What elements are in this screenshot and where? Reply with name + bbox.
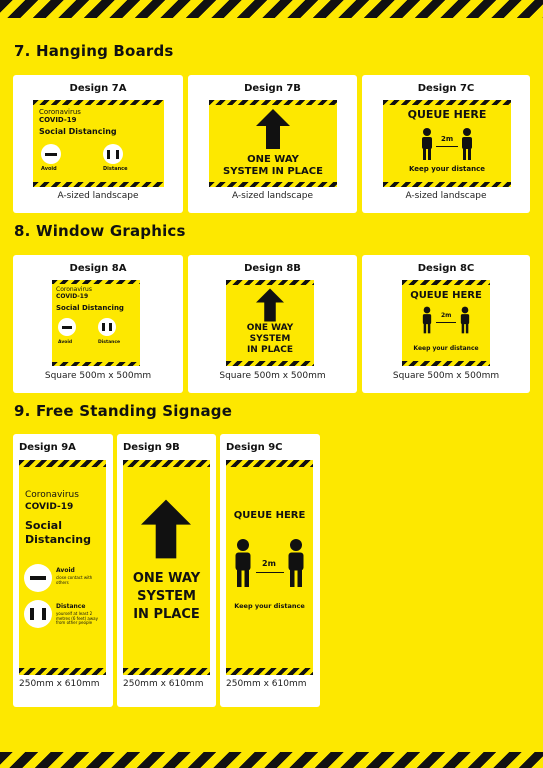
design-7b-title: Design 7B bbox=[244, 83, 301, 94]
design-9b-caption: 250mm x 610mm bbox=[123, 679, 204, 689]
up-arrow-icon bbox=[256, 288, 284, 322]
sign-top-stripe bbox=[19, 460, 106, 467]
person-icon bbox=[460, 306, 470, 334]
design-7c-title: Design 7C bbox=[417, 83, 475, 94]
section-title-free-standing-signage: 9. Free Standing Signage bbox=[14, 402, 233, 420]
design-7c-caption: A-sized landscape bbox=[405, 191, 487, 201]
sign-queue-here: QUEUE HERE bbox=[407, 108, 487, 121]
sign-top-stripe bbox=[226, 280, 314, 285]
design-9a-card bbox=[13, 434, 113, 707]
distance-arrow-icon bbox=[256, 572, 284, 573]
design-7a-title: Design 7A bbox=[69, 83, 127, 94]
sign-coronavirus: Coronavirus bbox=[39, 108, 81, 116]
sign-queue-here: QUEUE HERE bbox=[233, 510, 306, 521]
person-icon bbox=[421, 128, 433, 160]
sign-keep-distance: Keep your distance bbox=[234, 602, 305, 610]
sign-2m-label: 2m bbox=[441, 312, 452, 319]
design-8b-title: Design 8B bbox=[244, 263, 301, 274]
person-icon bbox=[461, 128, 473, 160]
sign-bottom-stripe bbox=[209, 182, 337, 187]
sign-bottom-stripe bbox=[123, 668, 210, 675]
design-8c-title: Design 8C bbox=[417, 263, 475, 274]
sign-distance: Distance bbox=[103, 166, 128, 172]
sign-bottom-stripe bbox=[383, 182, 511, 187]
design-8b-sign bbox=[226, 280, 314, 366]
sign-system: SYSTEM bbox=[137, 589, 196, 604]
design-9c-card bbox=[220, 434, 320, 707]
top-hazard-stripe bbox=[0, 0, 543, 18]
sign-bottom-stripe bbox=[402, 361, 490, 366]
people-2m-icon bbox=[98, 318, 116, 336]
design-9a-sign bbox=[19, 460, 106, 675]
sign-bottom-stripe bbox=[226, 361, 314, 366]
design-7b-sign bbox=[209, 100, 337, 187]
sign-queue-here: QUEUE HERE bbox=[410, 290, 482, 301]
sign-social-distancing: Social Distancing bbox=[56, 304, 124, 312]
sign-top-stripe bbox=[123, 460, 210, 467]
sign-bottom-stripe bbox=[226, 668, 313, 675]
section-title-window-graphics: 8. Window Graphics bbox=[14, 222, 186, 240]
sign-keep-distance: Keep your distance bbox=[413, 345, 479, 352]
sign-covid: COVID-19 bbox=[56, 293, 89, 300]
sign-in-place: IN PLACE bbox=[246, 345, 294, 355]
sign-2m-label: 2m bbox=[262, 559, 276, 568]
design-9c-title: Design 9C bbox=[226, 442, 283, 453]
people-2m-icon bbox=[24, 600, 52, 628]
people-2m-icon bbox=[103, 144, 123, 164]
design-8b-card bbox=[188, 255, 357, 393]
design-8a-card bbox=[13, 255, 183, 393]
up-arrow-icon bbox=[256, 109, 290, 149]
distance-arrow-icon bbox=[436, 146, 458, 147]
sign-avoid: Avoid bbox=[56, 567, 75, 574]
sign-top-stripe bbox=[33, 100, 164, 105]
design-9b-sign bbox=[123, 460, 210, 675]
person-icon bbox=[234, 535, 252, 591]
sign-one-way: ONE WAY bbox=[246, 323, 294, 333]
sign-bottom-stripe bbox=[33, 182, 164, 187]
design-9c-caption: 250mm x 610mm bbox=[226, 679, 307, 689]
design-9a-title: Design 9A bbox=[19, 442, 76, 453]
design-8a-title: Design 8A bbox=[69, 263, 127, 274]
design-7a-card bbox=[13, 75, 183, 213]
design-7b-card bbox=[188, 75, 357, 213]
bottom-hazard-stripe bbox=[0, 752, 543, 768]
person-icon bbox=[422, 306, 432, 334]
design-7c-sign bbox=[383, 100, 511, 187]
design-7b-caption: A-sized landscape bbox=[231, 191, 314, 201]
handshake-icon bbox=[58, 318, 76, 336]
design-9b-card bbox=[117, 434, 216, 707]
design-8a-caption: Square 500m x 500mm bbox=[44, 371, 152, 381]
design-7a-sign bbox=[33, 100, 164, 187]
design-8b-caption: Square 500m x 500mm bbox=[219, 371, 326, 381]
section-title-hanging-boards: 7. Hanging Boards bbox=[14, 42, 174, 60]
design-7c-card bbox=[362, 75, 530, 213]
sign-avoid: Avoid bbox=[41, 166, 57, 172]
sign-covid: COVID-19 bbox=[25, 502, 74, 512]
sign-system: SYSTEM bbox=[249, 334, 291, 344]
sign-in-place: IN PLACE bbox=[133, 607, 200, 622]
sign-system-in-place: SYSTEM IN PLACE bbox=[223, 166, 323, 177]
sign-social-distancing: Social Distancing bbox=[39, 127, 117, 136]
sign-top-stripe bbox=[226, 460, 313, 467]
sign-2m-label: 2m bbox=[441, 135, 454, 143]
design-8c-card bbox=[362, 255, 530, 393]
design-8c-sign bbox=[402, 280, 490, 366]
sign-coronavirus: Coronavirus bbox=[25, 490, 79, 500]
sign-distance: Distance bbox=[98, 340, 121, 345]
sign-distancing: Distancing bbox=[25, 533, 91, 546]
sign-bottom-stripe bbox=[52, 362, 140, 366]
person-icon bbox=[287, 535, 305, 591]
sign-top-stripe bbox=[209, 100, 337, 105]
sign-keep-distance: Keep your distance bbox=[408, 165, 485, 173]
sign-top-stripe bbox=[383, 100, 511, 105]
design-7a-caption: A-sized landscape bbox=[57, 191, 139, 201]
design-8c-caption: Square 500m x 500mm bbox=[392, 371, 500, 381]
up-arrow-icon bbox=[141, 498, 191, 560]
sign-one-way: ONE WAY bbox=[132, 571, 201, 586]
design-9b-title: Design 9B bbox=[123, 442, 180, 453]
design-8a-sign bbox=[52, 280, 140, 366]
handshake-icon bbox=[24, 564, 52, 592]
sign-one-way: ONE WAY bbox=[247, 154, 299, 165]
sign-social: Social bbox=[25, 519, 62, 532]
sign-covid: COVID-19 bbox=[39, 116, 77, 124]
design-9c-sign bbox=[226, 460, 313, 675]
sign-distance: Distance bbox=[56, 603, 86, 610]
sign-bottom-stripe bbox=[19, 668, 106, 675]
sign-distance-text: yourself at least 2 metres (6 feet) away from other people bbox=[56, 611, 98, 626]
sign-top-stripe bbox=[52, 280, 140, 284]
design-9a-caption: 250mm x 610mm bbox=[19, 679, 100, 689]
sign-coronavirus: Coronavirus bbox=[56, 286, 92, 293]
distance-arrow-icon bbox=[436, 322, 456, 323]
sign-avoid: Avoid bbox=[58, 340, 73, 345]
sign-top-stripe bbox=[402, 280, 490, 285]
handshake-icon bbox=[41, 144, 61, 164]
sign-avoid-text: close contact with others bbox=[56, 575, 93, 585]
